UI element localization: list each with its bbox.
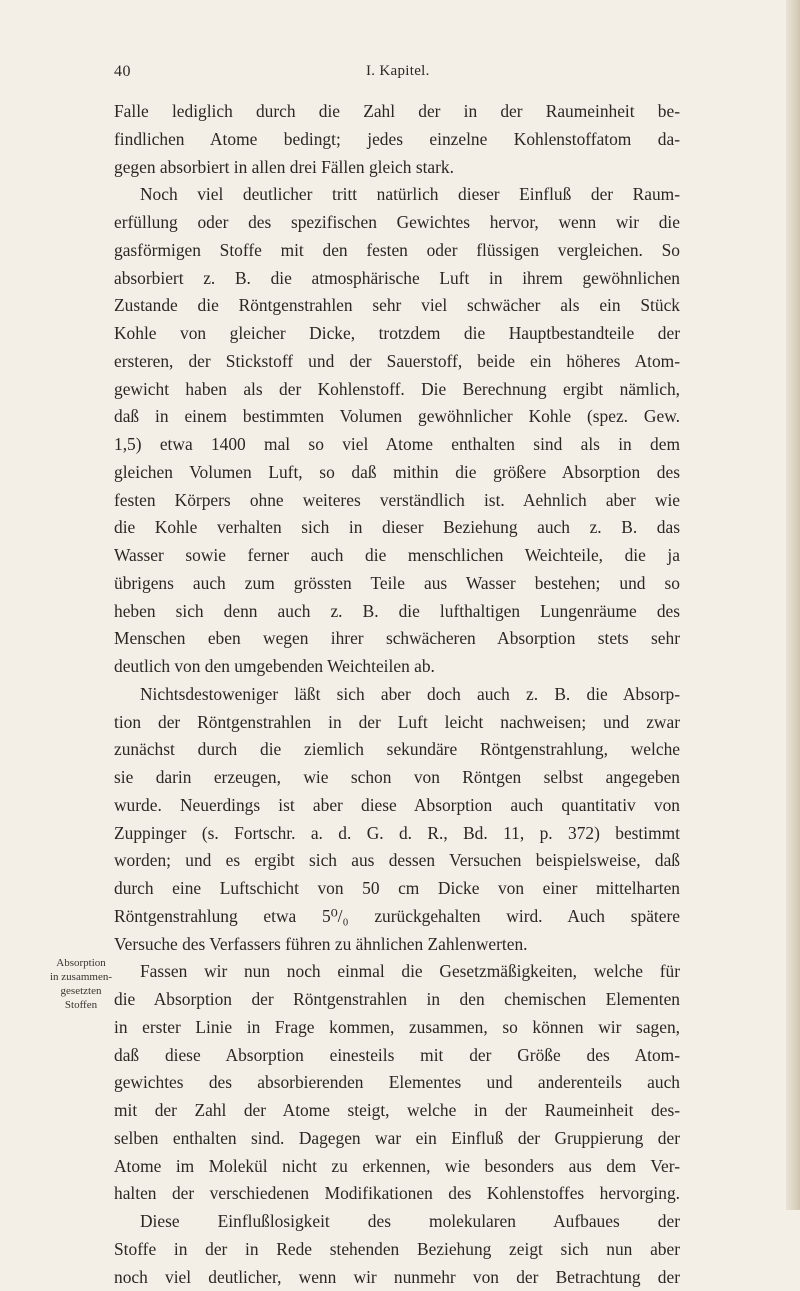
text-line: festen Körpers ohne weiteres verständlich ist. Aehnlich aber wie	[114, 487, 680, 515]
text-line: erfüllung oder des spezifischen Gewichtes hervor, wenn wir die	[114, 209, 680, 237]
text-line: daß in einem bestimmten Volumen gewöhnlicher Kohle (spez. Gew.	[114, 403, 680, 431]
running-head: I. Kapitel.	[366, 63, 430, 80]
marginal-note-line: Stoffen	[46, 998, 116, 1012]
text-line: gewicht haben als der Kohlenstoff. Die Berechnung ergibt nämlich,	[114, 376, 680, 404]
text-line: Zustande die Röntgenstrahlen sehr viel schwächer als ein Stück	[114, 292, 680, 320]
text-line: übrigens auch zum grössten Teile aus Wasser bestehen; und so	[114, 570, 680, 598]
text-line: halten der verschiedenen Modifikationen des Kohlenstoffes hervorging.	[114, 1180, 680, 1208]
text-line: die Kohle verhalten sich in dieser Beziehung auch z. B. das	[114, 514, 680, 542]
text-line: Noch viel deutlicher tritt natürlich dieser Einfluß der Raum-	[114, 181, 680, 209]
page-edge	[786, 0, 800, 1210]
text-line: gasförmigen Stoffe mit den festen oder flüssigen vergleichen. So	[114, 237, 680, 265]
text-line: wurde. Neuerdings ist aber diese Absorption auch quantitativ von	[114, 792, 680, 820]
text-line: Menschen eben wegen ihrer schwächeren Absorption stets sehr	[114, 625, 680, 653]
text-line: ersteren, der Stickstoff und der Sauerstoff, beide ein höheres Atom-	[114, 348, 680, 376]
page-header	[114, 63, 680, 89]
text-line: Wasser sowie ferner auch die menschlichen Weichteile, die ja	[114, 542, 680, 570]
text-line: findlichen Atome bedingt; jedes einzelne Kohlenstoffatom da-	[114, 126, 680, 154]
text-line: Falle lediglich durch die Zahl der in der Raumeinheit be-	[114, 98, 680, 126]
text-line: 1,5) etwa 1400 mal so viel Atome enthalten sind als in dem	[114, 431, 680, 459]
text-line: daß diese Absorption einesteils mit der Größe des Atom-	[114, 1042, 680, 1070]
text-line: in erster Linie in Frage kommen, zusammen, so können wir sagen,	[114, 1014, 680, 1042]
text-line: Fassen wir nun noch einmal die Gesetzmäßigkeiten, welche für	[114, 958, 680, 986]
text-line: gegen absorbiert in allen drei Fällen gleich stark.	[114, 154, 680, 182]
text-line: worden; und es ergibt sich aus dessen Versuchen beispielsweise, daß	[114, 847, 680, 875]
body-text	[114, 98, 680, 1291]
marginal-note	[46, 956, 116, 1012]
text-line: Nichtsdestoweniger läßt sich aber doch auch z. B. die Absorp-	[114, 681, 680, 709]
text-line: Versuche des Verfassers führen zu ähnlichen Zahlenwerten.	[114, 931, 680, 959]
text-line: gleichen Volumen Luft, so daß mithin die größere Absorption des	[114, 459, 680, 487]
text-line: tion der Röntgenstrahlen in der Luft leicht nachweisen; und zwar	[114, 709, 680, 737]
text-line: noch viel deutlicher, wenn wir nunmehr von der Betrachtung der	[114, 1264, 680, 1291]
page-number: 40	[114, 63, 131, 81]
text-line: Atome im Molekül nicht zu erkennen, wie besonders aus dem Ver-	[114, 1153, 680, 1181]
text-line: Stoffe in der in Rede stehenden Beziehung zeigt sich nun aber	[114, 1236, 680, 1264]
marginal-note-line: gesetzten	[46, 984, 116, 998]
text-line: sie darin erzeugen, wie schon von Röntgen selbst angegeben	[114, 764, 680, 792]
text-line: zunächst durch die ziemlich sekundäre Röntgenstrahlung, welche	[114, 736, 680, 764]
text-line: durch eine Luftschicht von 50 cm Dicke von einer mittelharten	[114, 875, 680, 903]
marginal-note-line: Absorption	[46, 956, 116, 970]
text-line: Kohle von gleicher Dicke, trotzdem die Hauptbestandteile der	[114, 320, 680, 348]
text-line: die Absorption der Röntgenstrahlen in den chemischen Elementen	[114, 986, 680, 1014]
text-line: heben sich denn auch z. B. die lufthaltigen Lungenräume des	[114, 598, 680, 626]
text-line: Diese Einflußlosigkeit des molekularen Aufbaues der	[114, 1208, 680, 1236]
text-line: mit der Zahl der Atome steigt, welche in der Raumeinheit des-	[114, 1097, 680, 1125]
marginal-note-line: in zusammen-	[46, 970, 116, 984]
text-line: selben enthalten sind. Dagegen war ein Einfluß der Gruppierung der	[114, 1125, 680, 1153]
text-line: Zuppinger (s. Fortschr. a. d. G. d. R., Bd. 11, p. 372) bestimmt	[114, 820, 680, 848]
text-line: Röntgenstrahlung etwa 5⁰/₀ zurückgehalten wird. Auch spätere	[114, 903, 680, 931]
text-line: deutlich von den umgebenden Weichteilen ab.	[114, 653, 680, 681]
text-line: absorbiert z. B. die atmosphärische Luft in ihrem gewöhnlichen	[114, 265, 680, 293]
text-line: gewichtes des absorbierenden Elementes und anderenteils auch	[114, 1069, 680, 1097]
